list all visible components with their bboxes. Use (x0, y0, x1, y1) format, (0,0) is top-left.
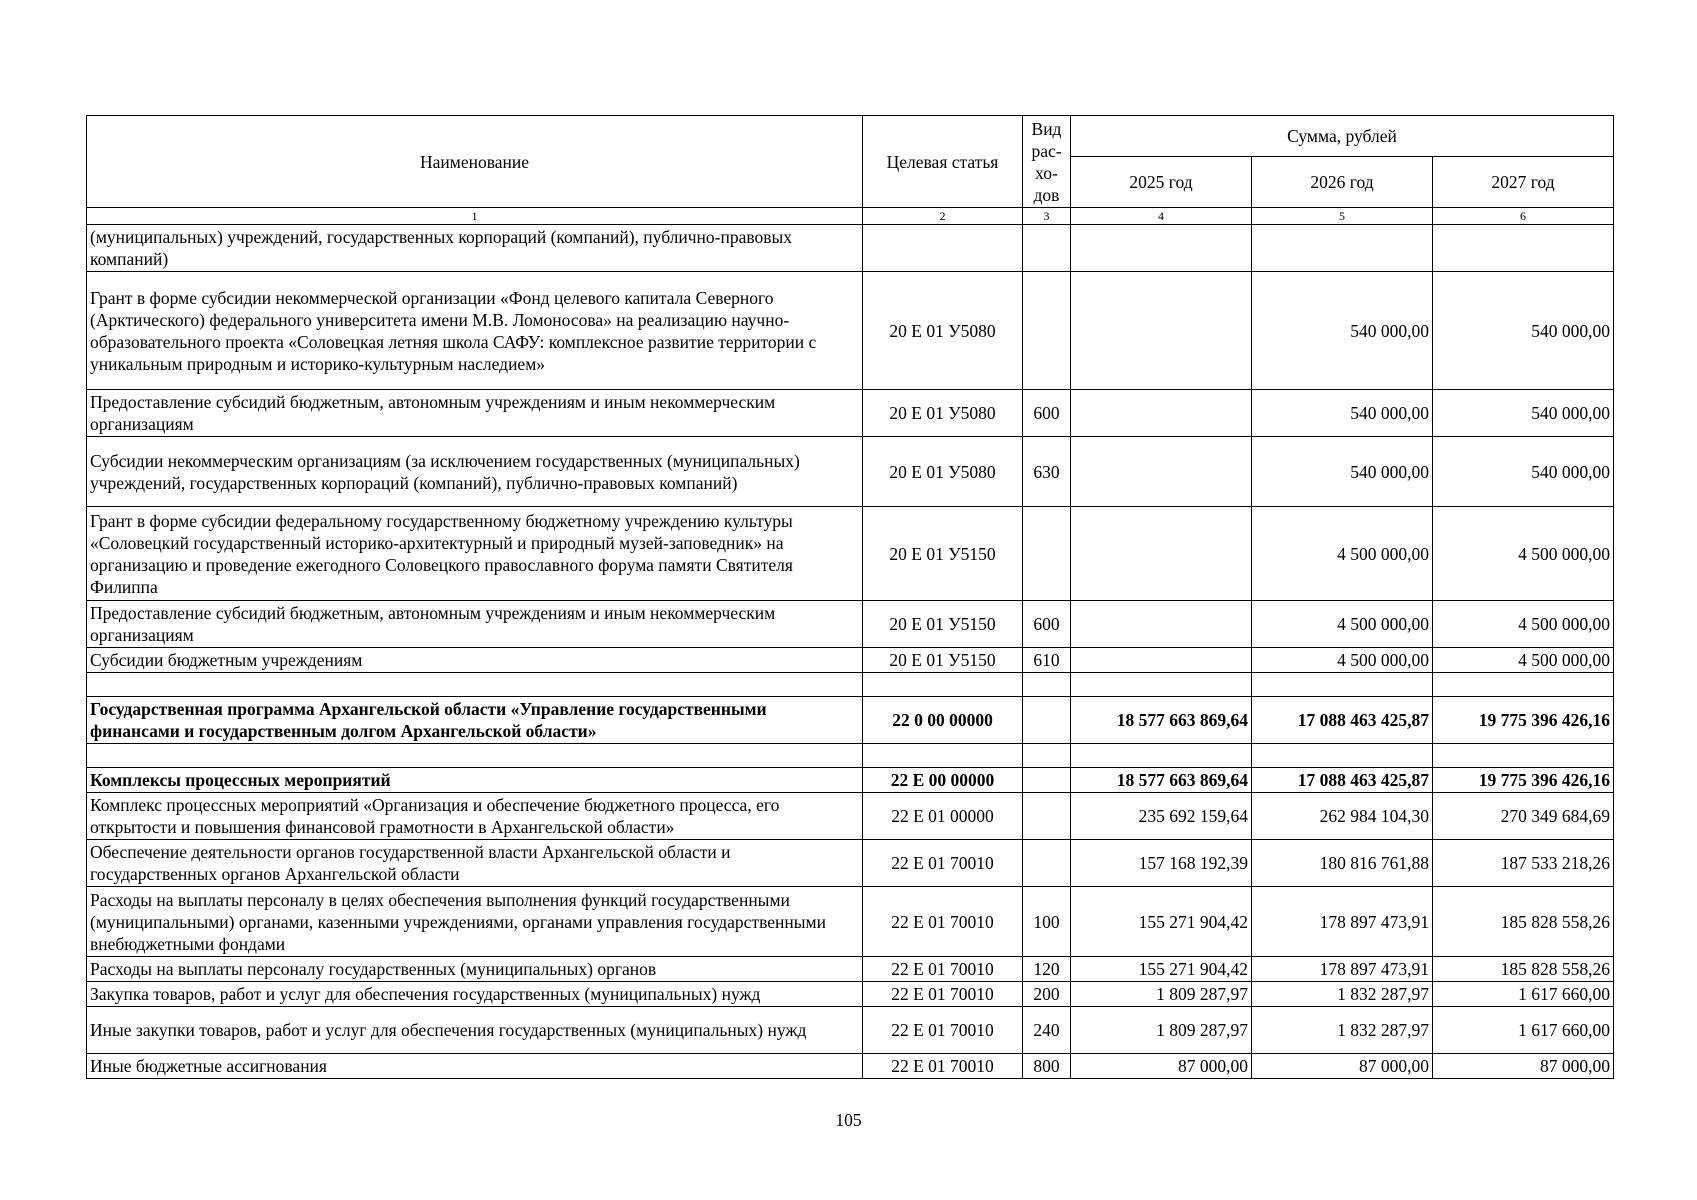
header-sum: Сумма, рублей (1071, 116, 1614, 157)
row-amount-2027 (1433, 744, 1614, 768)
row-amount-2026: 262 984 104,30 (1252, 793, 1433, 840)
row-amount-2027: 1 617 660,00 (1433, 1007, 1614, 1054)
row-target-article: 22 0 00 00000 (863, 697, 1023, 744)
row-expense-type (1023, 840, 1071, 887)
row-amount-2026: 17 088 463 425,87 (1252, 768, 1433, 793)
row-target-article: 22 Е 01 70010 (863, 1054, 1023, 1079)
table-row (87, 793, 1614, 840)
column-number: 3 (1023, 208, 1071, 225)
row-amount-2026 (1252, 225, 1433, 272)
header-year-2027: 2027 год (1433, 157, 1614, 208)
header-year-2026: 2026 год (1252, 157, 1433, 208)
row-expense-type: 800 (1023, 1054, 1071, 1079)
header-year-2025: 2025 год (1071, 157, 1252, 208)
row-name: Грант в форме субсидии федеральному государственному бюджетному учреждению культуры «Соловецкий государственный историко-архитектурный и природный музей-заповедник» на организацию и проведение ежегодного Соловецкого православного форума памяти Святителя Филиппа (87, 507, 863, 601)
row-amount-2026 (1252, 673, 1433, 697)
row-target-article (863, 673, 1023, 697)
row-amount-2025: 1 809 287,97 (1071, 982, 1252, 1007)
table-row (87, 957, 1614, 982)
row-amount-2027: 19 775 396 426,16 (1433, 697, 1614, 744)
header-target-article: Целевая статья (863, 116, 1023, 208)
row-target-article: 20 Е 01 У5150 (863, 648, 1023, 673)
row-amount-2027 (1433, 225, 1614, 272)
row-name: Иные закупки товаров, работ и услуг для обеспечения государственных (муниципальных) нужд (87, 1007, 863, 1054)
row-amount-2025: 235 692 159,64 (1071, 793, 1252, 840)
table-row (87, 437, 1614, 507)
row-amount-2025 (1071, 272, 1252, 390)
row-name: Субсидии бюджетным учреждениям (87, 648, 863, 673)
row-amount-2026: 178 897 473,91 (1252, 957, 1433, 982)
column-number: 5 (1252, 208, 1433, 225)
row-amount-2027: 540 000,00 (1433, 437, 1614, 507)
table-row (87, 648, 1614, 673)
row-amount-2025: 18 577 663 869,64 (1071, 697, 1252, 744)
table-row (87, 982, 1614, 1007)
row-target-article: 20 Е 01 У5080 (863, 390, 1023, 437)
row-amount-2025 (1071, 744, 1252, 768)
header-expense-type: Вид рас-хо-дов (1023, 116, 1071, 208)
row-amount-2026: 540 000,00 (1252, 272, 1433, 390)
row-name: Предоставление субсидий бюджетным, автономным учреждениям и иным некоммерческим организациям (87, 601, 863, 648)
row-name: Субсидии некоммерческим организациям (за исключением государственных (муниципальных) учреждений, государственных корпораций (компаний), публично-правовых компаний) (87, 437, 863, 507)
row-amount-2027: 19 775 396 426,16 (1433, 768, 1614, 793)
table-row (87, 507, 1614, 601)
row-amount-2027: 1 617 660,00 (1433, 982, 1614, 1007)
row-target-article: 20 Е 01 У5150 (863, 601, 1023, 648)
row-amount-2025: 155 271 904,42 (1071, 957, 1252, 982)
table-row (87, 390, 1614, 437)
row-name (87, 673, 863, 697)
row-amount-2025: 87 000,00 (1071, 1054, 1252, 1079)
table-row (87, 840, 1614, 887)
column-number: 4 (1071, 208, 1252, 225)
table-row (87, 225, 1614, 272)
table-row (87, 744, 1614, 768)
row-amount-2025 (1071, 648, 1252, 673)
row-expense-type (1023, 272, 1071, 390)
row-expense-type (1023, 673, 1071, 697)
row-target-article: 20 Е 01 У5080 (863, 437, 1023, 507)
row-amount-2025: 1 809 287,97 (1071, 1007, 1252, 1054)
row-amount-2027: 540 000,00 (1433, 272, 1614, 390)
table-row (87, 887, 1614, 957)
row-target-article: 22 Е 01 70010 (863, 840, 1023, 887)
row-expense-type (1023, 793, 1071, 840)
row-amount-2027: 540 000,00 (1433, 390, 1614, 437)
row-name (87, 744, 863, 768)
row-target-article: 22 Е 00 00000 (863, 768, 1023, 793)
row-amount-2026: 178 897 473,91 (1252, 887, 1433, 957)
row-amount-2025 (1071, 673, 1252, 697)
row-amount-2025: 18 577 663 869,64 (1071, 768, 1252, 793)
row-amount-2025 (1071, 225, 1252, 272)
row-name: Комплекс процессных мероприятий «Организация и обеспечение бюджетного процесса, его открытости и повышения финансовой грамотности в Архангельской области» (87, 793, 863, 840)
row-expense-type: 630 (1023, 437, 1071, 507)
page-number: 105 (835, 1110, 862, 1130)
row-name: (муниципальных) учреждений, государственных корпораций (компаний), публично-правовых компаний) (87, 225, 863, 272)
row-amount-2025: 155 271 904,42 (1071, 887, 1252, 957)
row-expense-type (1023, 507, 1071, 601)
table-row (87, 1054, 1614, 1079)
row-name: Расходы на выплаты персоналу государственных (муниципальных) органов (87, 957, 863, 982)
row-amount-2027: 4 500 000,00 (1433, 601, 1614, 648)
header-name: Наименование (87, 116, 863, 208)
row-target-article: 22 Е 01 70010 (863, 1007, 1023, 1054)
row-name: Грант в форме субсидии некоммерческой организации «Фонд целевого капитала Северного (Арктического) федерального университета имени М.В. Ломоносова» на реализацию научно-образовательного проекта «Соловецкая летняя школа САФУ: комплексное развитие территории с уникальным природным и историко-культурным наследием» (87, 272, 863, 390)
row-expense-type: 240 (1023, 1007, 1071, 1054)
row-expense-type: 120 (1023, 957, 1071, 982)
table-row (87, 768, 1614, 793)
table-row (87, 673, 1614, 697)
column-number: 2 (863, 208, 1023, 225)
row-amount-2027: 4 500 000,00 (1433, 507, 1614, 601)
row-target-article: 22 Е 01 70010 (863, 887, 1023, 957)
row-name: Предоставление субсидий бюджетным, автономным учреждениям и иным некоммерческим организациям (87, 390, 863, 437)
row-amount-2027: 187 533 218,26 (1433, 840, 1614, 887)
row-amount-2026: 4 500 000,00 (1252, 601, 1433, 648)
row-name: Расходы на выплаты персоналу в целях обеспечения выполнения функций государственными (муниципальными) органами, казенными учреждениями, органами управления государственными внебюджетными фондами (87, 887, 863, 957)
row-amount-2026: 4 500 000,00 (1252, 648, 1433, 673)
row-amount-2025 (1071, 437, 1252, 507)
row-target-article: 22 Е 01 70010 (863, 957, 1023, 982)
table-row (87, 697, 1614, 744)
row-expense-type: 610 (1023, 648, 1071, 673)
row-target-article (863, 225, 1023, 272)
row-amount-2026 (1252, 744, 1433, 768)
row-amount-2026: 87 000,00 (1252, 1054, 1433, 1079)
row-amount-2026: 180 816 761,88 (1252, 840, 1433, 887)
row-amount-2026: 1 832 287,97 (1252, 982, 1433, 1007)
row-amount-2027: 4 500 000,00 (1433, 648, 1614, 673)
row-name: Закупка товаров, работ и услуг для обеспечения государственных (муниципальных) нужд (87, 982, 863, 1007)
row-amount-2027: 270 349 684,69 (1433, 793, 1614, 840)
column-number: 6 (1433, 208, 1614, 225)
row-expense-type (1023, 697, 1071, 744)
row-amount-2026: 540 000,00 (1252, 437, 1433, 507)
table-row (87, 272, 1614, 390)
budget-table (86, 115, 1614, 1079)
row-expense-type: 600 (1023, 390, 1071, 437)
row-amount-2026: 17 088 463 425,87 (1252, 697, 1433, 744)
row-amount-2027: 185 828 558,26 (1433, 887, 1614, 957)
row-expense-type (1023, 768, 1071, 793)
row-target-article: 20 Е 01 У5080 (863, 272, 1023, 390)
row-amount-2025 (1071, 390, 1252, 437)
row-name: Комплексы процессных мероприятий (87, 768, 863, 793)
row-name: Иные бюджетные ассигнования (87, 1054, 863, 1079)
row-amount-2027: 185 828 558,26 (1433, 957, 1614, 982)
row-amount-2026: 4 500 000,00 (1252, 507, 1433, 601)
row-expense-type (1023, 744, 1071, 768)
row-name: Государственная программа Архангельской области «Управление государственными финансами и государственным долгом Архангельской области» (87, 697, 863, 744)
column-number: 1 (87, 208, 863, 225)
row-target-article: 22 Е 01 00000 (863, 793, 1023, 840)
row-name: Обеспечение деятельности органов государственной власти Архангельской области и государственных органов Архангельской области (87, 840, 863, 887)
table-row (87, 1007, 1614, 1054)
column-number-row (87, 208, 1614, 225)
row-expense-type: 100 (1023, 887, 1071, 957)
row-target-article (863, 744, 1023, 768)
row-amount-2026: 540 000,00 (1252, 390, 1433, 437)
row-amount-2025 (1071, 601, 1252, 648)
row-amount-2027 (1433, 673, 1614, 697)
row-target-article: 22 Е 01 70010 (863, 982, 1023, 1007)
row-amount-2027: 87 000,00 (1433, 1054, 1614, 1079)
row-target-article: 20 Е 01 У5150 (863, 507, 1023, 601)
row-expense-type: 200 (1023, 982, 1071, 1007)
table-row (87, 601, 1614, 648)
row-amount-2026: 1 832 287,97 (1252, 1007, 1433, 1054)
row-amount-2025 (1071, 507, 1252, 601)
row-amount-2025: 157 168 192,39 (1071, 840, 1252, 887)
row-expense-type: 600 (1023, 601, 1071, 648)
row-expense-type (1023, 225, 1071, 272)
